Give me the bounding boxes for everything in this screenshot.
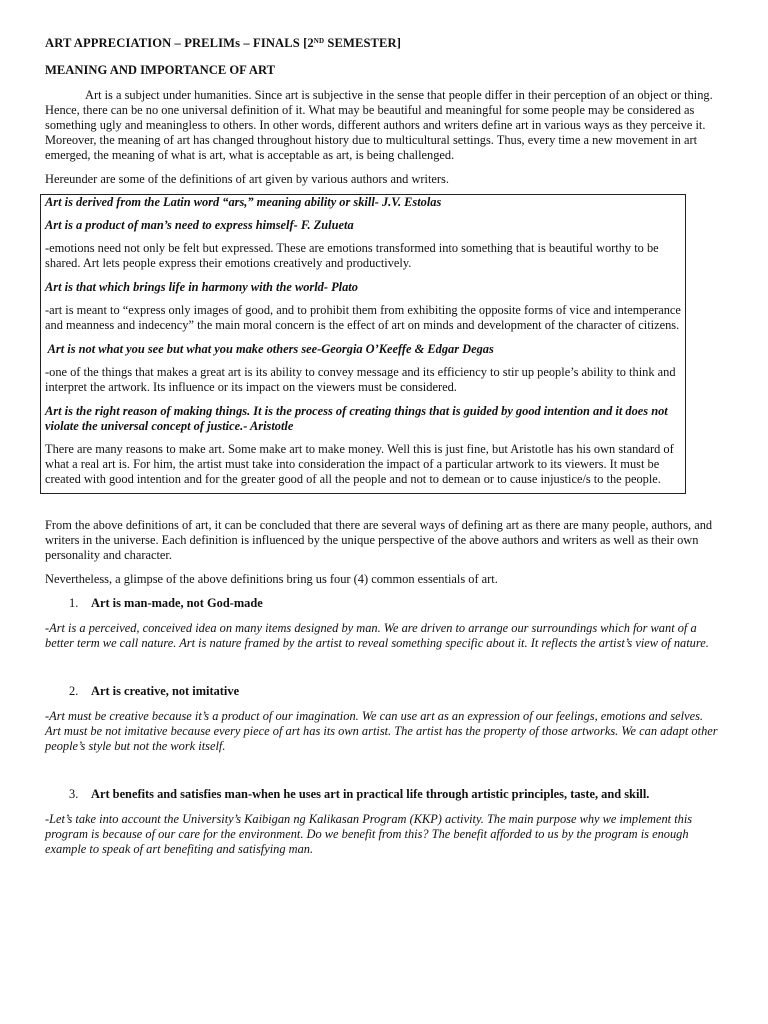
list-number: 1.	[69, 596, 79, 610]
document-title: ART APPRECIATION – PRELIMs – FINALS [2ND SEMESTER]	[45, 36, 402, 50]
definition-quote: Art is that which brings life in harmony with the world- Plato	[45, 280, 358, 294]
essentials-intro: Nevertheless, a glimpse of the above definitions bring us four (4) common essentials of art.	[45, 572, 498, 586]
definitions-box	[40, 194, 686, 494]
intro-paragraph: Art is a subject under humanities. Since art is subjective in the sense that people differ in their perception of an object or thing. Hence, there can be no one universal definition of it. What may be beautiful and meaningful for some people may be considered as something ugly and meaningless to others. In other words, different authors and writers define art in various ways as they perceive it. Moreover, the meaning of art has changed throughout history due to multicultural settings. Thus, every time a new movement in art emerged, the meaning of what is art, what is acceptable as art, is being challenged.	[45, 88, 713, 162]
section-heading: MEANING AND IMPORTANCE OF ART	[45, 63, 276, 77]
definition-quote: Art is not what you see but what you make others see-Georgia O’Keeffe & Edgar Degas	[45, 342, 494, 356]
definition-explanation: -one of the things that makes a great art is its ability to convey message and its efficiency to stir up people’s ability to think and interpret the artwork. Its influence or its impact on the viewers must be considered.	[45, 365, 676, 394]
list-number: 3.	[69, 787, 79, 801]
conclusion-paragraph: From the above definitions of art, it can be concluded that there are several ways of defining art as there are many people, authors, and writers in the universe. Each definition is influenced by the unique perspective of the above authors and writers as well as their own personality and character.	[45, 518, 713, 562]
essential-heading: 2. Art is creative, not imitative	[69, 684, 240, 698]
essential-body: -Art is a perceived, conceived idea on many items designed by man. We are driven to arrange our surroundings which for want of a better term we call nature. Art is nature framed by the artist to reveal something specific about it. It reflects the artist’s view of nature.	[45, 621, 709, 650]
definition-quote: Art is a product of man’s need to express himself- F. Zulueta	[45, 218, 354, 232]
definition-quote: Art is derived from the Latin word “ars,” meaning ability or skill- J.V. Estolas	[45, 195, 442, 209]
essential-heading: 3. Art benefits and satisfies man-when he uses art in practical life through artistic principles, taste, and skill.	[69, 787, 650, 801]
document-page	[45, 36, 721, 867]
list-number: 2.	[69, 684, 79, 698]
definition-explanation: -art is meant to “express only images of good, and to prohibit them from exhibiting the opposite forms of vice and intemperance and meanness and indecency” the main moral concern is the effect of art on minds and development of the character of citizens.	[45, 303, 681, 332]
definition-explanation: There are many reasons to make art. Some make art to make money. Well this is just fine, but Aristotle has his own standard of what a real art is. For him, the artist must take into consideration the impact of a particular artwork to its viewers. It must be created with good intention and for the greater good of all the people and not to demean or to cause injustice/s to the people.	[45, 442, 674, 486]
definition-quote: Art is the right reason of making things. It is the process of creating things that is guided by good intention and it does not violate the universal concept of justice.- Aristotle	[45, 404, 668, 433]
definitions-intro: Hereunder are some of the definitions of art given by various authors and writers.	[45, 172, 449, 186]
essential-heading: 1. Art is man-made, not God-made	[69, 596, 263, 610]
essential-body: -Let’s take into account the University’s Kaibigan ng Kalikasan Program (KKP) activity. The main purpose why we implement this program is because of our care for the environment. Do we benefit from this? The benefit afforded to us by the program is enough example to speak of art benefiting and satisfying man.	[45, 812, 693, 856]
definition-explanation: -emotions need not only be felt but expressed. These are emotions transformed into something that is beautiful worthy to be shared. Art lets people express their emotions creatively and productively.	[45, 241, 659, 270]
essential-body: -Art must be creative because it’s a product of our imagination. We can use art as an expression of our feelings, emotions and selves. Art must be not imitative because every piece of art has its own artist. The artist has the property of those artworks. We can adapt other people’s style but not the work itself.	[45, 709, 718, 753]
